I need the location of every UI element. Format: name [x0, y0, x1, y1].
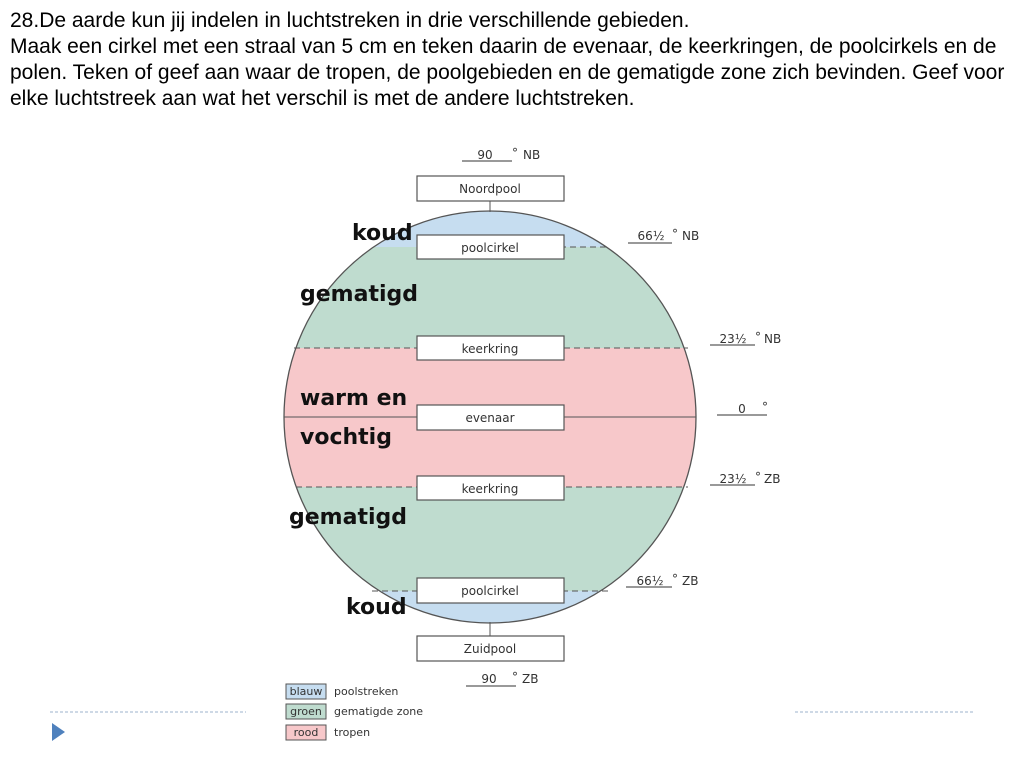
- legend: [286, 684, 423, 740]
- north-polar-circle-box: poolcirkel: [461, 241, 519, 255]
- legend-label-poolstreken: poolstreken: [334, 685, 399, 698]
- legend-label-gematigde-zone: gematigde zone: [334, 705, 424, 718]
- question-body: Maak een cirkel met een straal van 5 cm en teken daarin de evenaar, de keerkringen, de poolcirkels en de polen. Teken of geef aan waar de tropen, de poolgebieden en de gematigde zone zich bevinden. Geef voor elke luchtstreek aan wat het verschil is met de andere luchtstreken.: [10, 35, 1005, 110]
- south-polar-lat-hemisphere: ZB: [682, 574, 699, 588]
- north-tropic-lat-hemisphere: NB: [764, 332, 782, 346]
- zone-label-south-cold: koud: [346, 595, 407, 620]
- next-slide-arrow-icon[interactable]: [52, 723, 65, 741]
- zone-label-north-cold: koud: [352, 221, 413, 246]
- equator-lat-unit: °: [762, 400, 768, 414]
- north-pole-lat-value: 90: [477, 148, 493, 162]
- north-pole-box: Noordpool: [459, 182, 521, 196]
- north-polar-lat-unit: °: [672, 227, 678, 241]
- equator-box: evenaar: [465, 411, 515, 425]
- zone-label-tropics-1: warm en: [300, 386, 408, 411]
- south-pole-lat-unit: °: [512, 670, 518, 684]
- south-pole-lat-value: 90: [481, 672, 497, 686]
- legend-swatch-rood: rood: [293, 726, 319, 739]
- north-tropic-box: keerkring: [461, 342, 519, 356]
- south-polar-circle-box: poolcirkel: [461, 584, 519, 598]
- north-tropic-lat-value: 23½: [719, 332, 747, 346]
- north-tropic-lat-unit: °: [755, 330, 761, 344]
- south-polar-lat-unit: °: [672, 572, 678, 586]
- slide-footer: [50, 712, 973, 741]
- south-tropic-lat-value: 23½: [719, 472, 747, 486]
- legend-swatch-blauw: blauw: [289, 685, 323, 698]
- legend-label-tropen: tropen: [334, 726, 371, 739]
- legend-swatch-groen: groen: [290, 705, 322, 718]
- zone-label-north-temperate: gematigd: [300, 282, 418, 307]
- south-polar-lat-value: 66½: [636, 574, 664, 588]
- north-pole-lat-hemisphere: NB: [523, 148, 541, 162]
- question-title: 28.De aarde kun jij indelen in luchtstreken in drie verschillende gebieden.: [10, 9, 690, 32]
- north-polar-lat-hemisphere: NB: [682, 229, 700, 243]
- south-tropic-box: keerkring: [461, 482, 519, 496]
- south-pole-box: Zuidpool: [463, 642, 517, 656]
- south-tropic-lat-hemisphere: ZB: [764, 472, 781, 486]
- label-boxes: [417, 176, 564, 661]
- south-pole-lat-hemisphere: ZB: [522, 672, 539, 686]
- north-polar-lat-value: 66½: [637, 229, 665, 243]
- zone-label-tropics-2: vochtig: [300, 425, 392, 450]
- equator-lat-value: 0: [738, 402, 746, 416]
- zone-label-south-temperate: gematigd: [289, 505, 407, 530]
- north-pole-lat-unit: °: [512, 146, 518, 160]
- south-tropic-lat-unit: °: [755, 470, 761, 484]
